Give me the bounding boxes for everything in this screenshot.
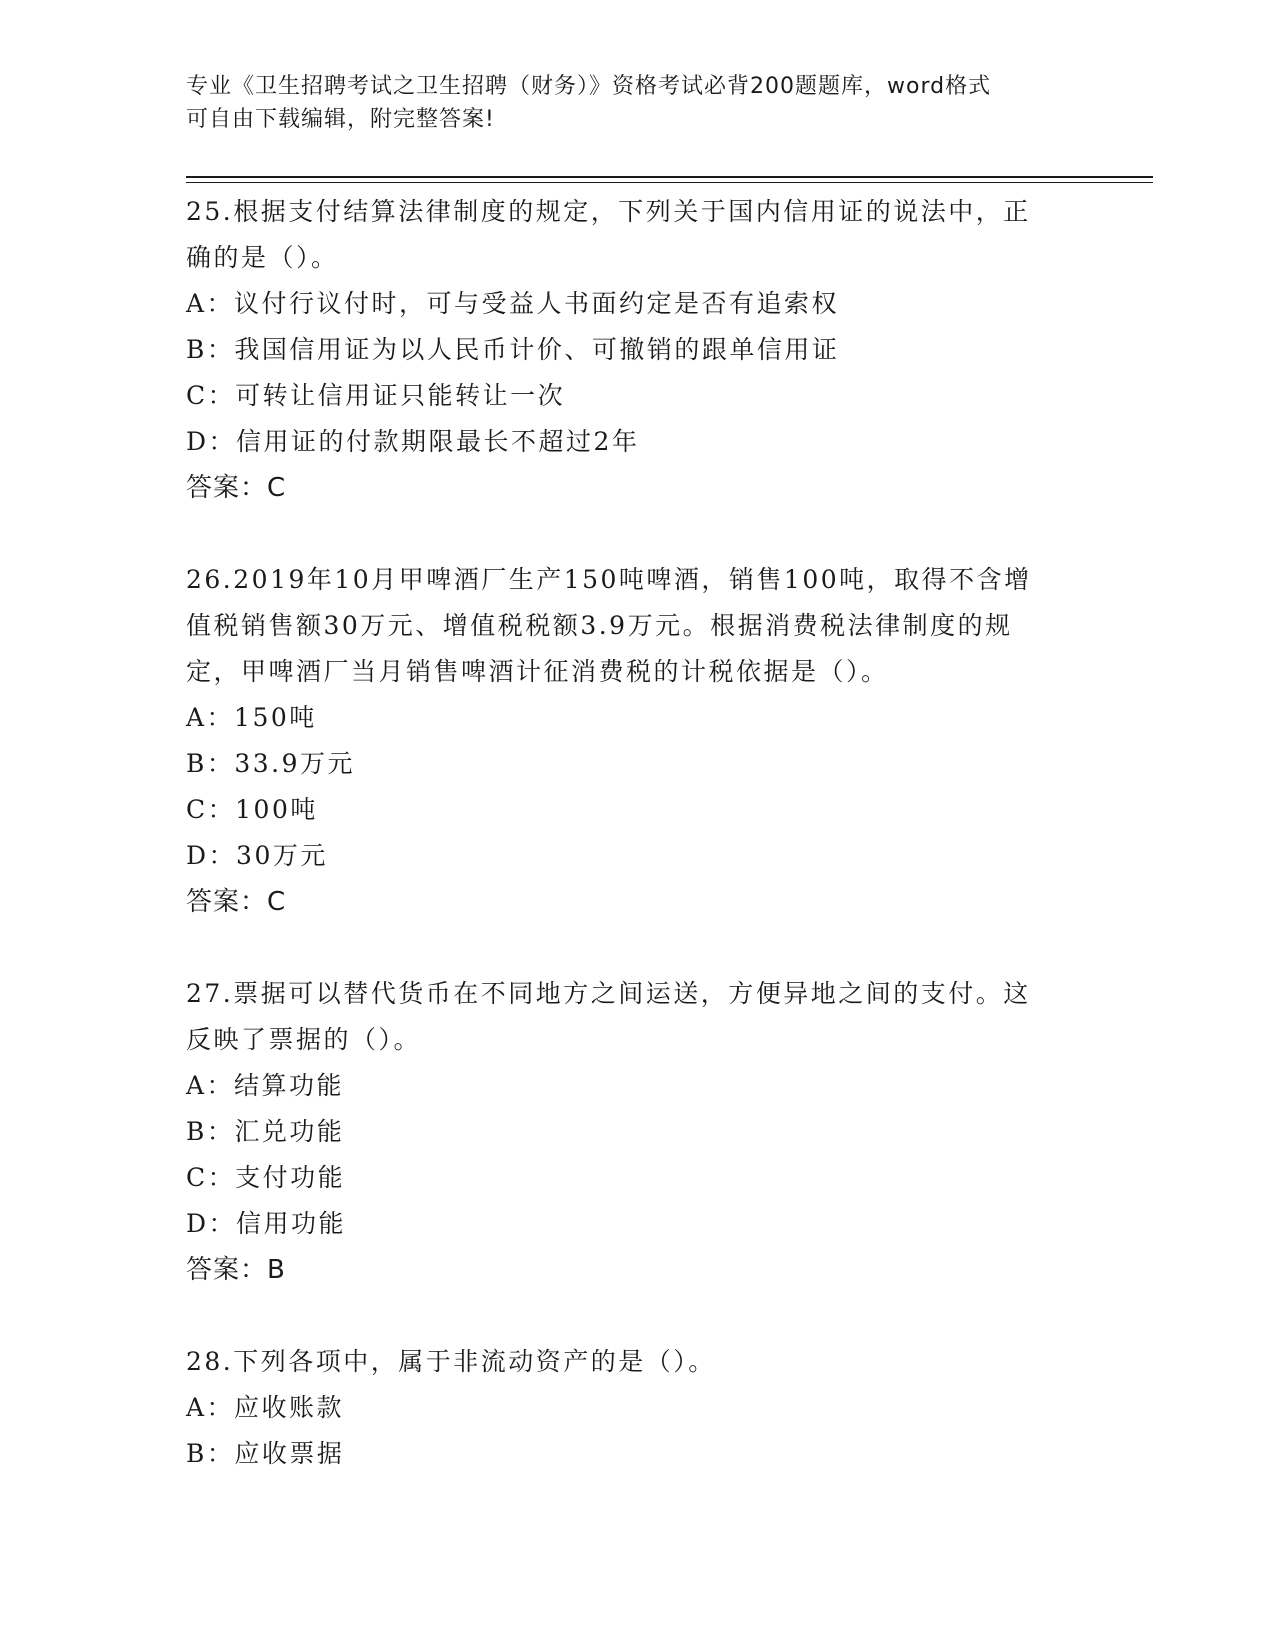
question-stem-line: 28.下列各项中，属于非流动资产的是（）。: [186, 1347, 716, 1376]
option-d: D：信用证的付款期限最长不超过2年: [186, 427, 640, 456]
question-stem-line: 25.根据支付结算法律制度的规定，下列关于国内信用证的说法中，正: [186, 197, 1031, 226]
option-b: B：应收票据: [186, 1439, 345, 1468]
question-stem-line: 26.2019年10月甲啤酒厂生产150吨啤酒，销售100吨，取得不含增: [186, 565, 1032, 594]
option-a: A：应收账款: [186, 1393, 345, 1422]
question-stem-line: 值税销售额30万元、增值税税额3.9万元。根据消费税法律制度的规: [186, 611, 1013, 640]
header-divider-thin: [186, 182, 1153, 183]
option-c: C：支付功能: [186, 1163, 346, 1192]
answer-line: 答案：C: [186, 473, 287, 503]
header-divider-thick: [186, 176, 1153, 178]
question-stem-line: 反映了票据的（）。: [186, 1025, 422, 1054]
question-26: [186, 557, 1076, 925]
option-c: C：100吨: [186, 795, 318, 824]
question-25: [186, 189, 1076, 511]
option-b: B：33.9万元: [186, 749, 356, 778]
question-28: [186, 1339, 1076, 1477]
question-list: [186, 189, 1076, 1477]
option-d: D：30万元: [186, 841, 328, 870]
option-a: A：议付行议付时，可与受益人书面约定是否有追索权: [186, 289, 840, 318]
question-stem-line: 定，甲啤酒厂当月销售啤酒计征消费税的计税依据是（）。: [186, 657, 889, 686]
header-line-1: 专业《卫生招聘考试之卫生招聘（财务）》资格考试必背200题题库，word格式: [186, 74, 992, 99]
header-line-2: 可自由下载编辑，附完整答案!: [186, 107, 495, 132]
option-a: A：150吨: [186, 703, 317, 732]
question-spacer: [186, 1293, 1076, 1339]
document-header: [186, 70, 1066, 136]
option-a: A：结算功能: [186, 1071, 345, 1100]
option-b: B：汇兑功能: [186, 1117, 345, 1146]
question-stem-line: 27.票据可以替代货币在不同地方之间运送，方便异地之间的支付。这: [186, 979, 1031, 1008]
question-spacer: [186, 511, 1076, 557]
question-stem-line: 确的是（）。: [186, 243, 339, 272]
question-spacer: [186, 925, 1076, 971]
question-27: [186, 971, 1076, 1293]
answer-line: 答案：B: [186, 1255, 286, 1285]
option-b: B：我国信用证为以人民币计价、可撤销的跟单信用证: [186, 335, 840, 364]
option-c: C：可转让信用证只能转让一次: [186, 381, 566, 410]
answer-line: 答案：C: [186, 887, 287, 917]
option-d: D：信用功能: [186, 1209, 347, 1238]
